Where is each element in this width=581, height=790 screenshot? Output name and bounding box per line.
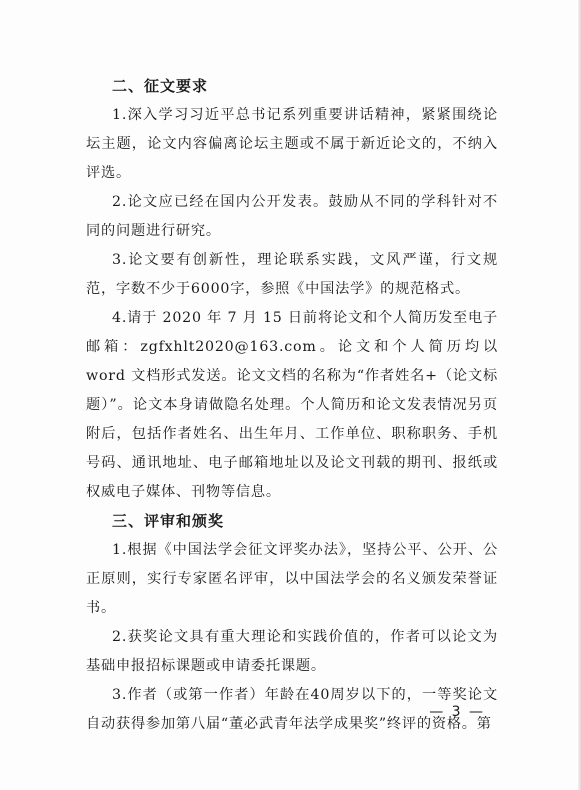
paragraph: 3.作者（或第一作者）年龄在40周岁以下的，一等奖论文自动获得参加第八届“董必武青年法学成果奖”终评的资格。第: [86, 687, 498, 732]
document-body: [86, 72, 498, 739]
paragraph: 2.论文应已经在国内公开发表。鼓励从不同的学科针对不同的问题进行研究。: [86, 194, 498, 239]
page-number: — 3 —: [429, 704, 485, 720]
section-heading-requirements: 二、征文要求: [112, 77, 209, 95]
paragraph: 4.请于 2020 年 7 月 15 日前将论文和个人简历发至电子邮箱：zgfxhlt2020@163.com。论文和个人简历均以 word 文档形式发送。论文文档的名称为“作者姓名+（论文标题）”。论文本身请做隐名处理。个人简历和论文发表情况另页附后，包括作者姓名、出生年月、工作单位、职称职务、手机号码、通讯地址、电子邮箱地址以及论文刊载的期刊、报纸或权威电子媒体、刊物等信息。: [86, 310, 498, 500]
paragraph: 3.论文要有创新性，理论联系实践，文风严谨，行文规范，字数不少于6000字，参照《中国法学》的规范格式。: [86, 252, 498, 297]
paragraph: 1.深入学习习近平总书记系列重要讲话精神，紧紧围绕论坛主题，论文内容偏离论坛主题或不属于新近论文的，不纳入评选。: [86, 107, 498, 181]
paragraph: 1.根据《中国法学会征文评奖办法》，坚持公平、公开、公正原则，实行专家匿名评审，以中国法学会的名义颁发荣誉证书。: [86, 542, 498, 616]
paragraph: 2.获奖论文具有重大理论和实践价值的，作者可以论文为基础申报招标课题或申请委托课题。: [86, 629, 498, 674]
section-heading-review-awards: 三、评审和颁奖: [112, 512, 225, 530]
